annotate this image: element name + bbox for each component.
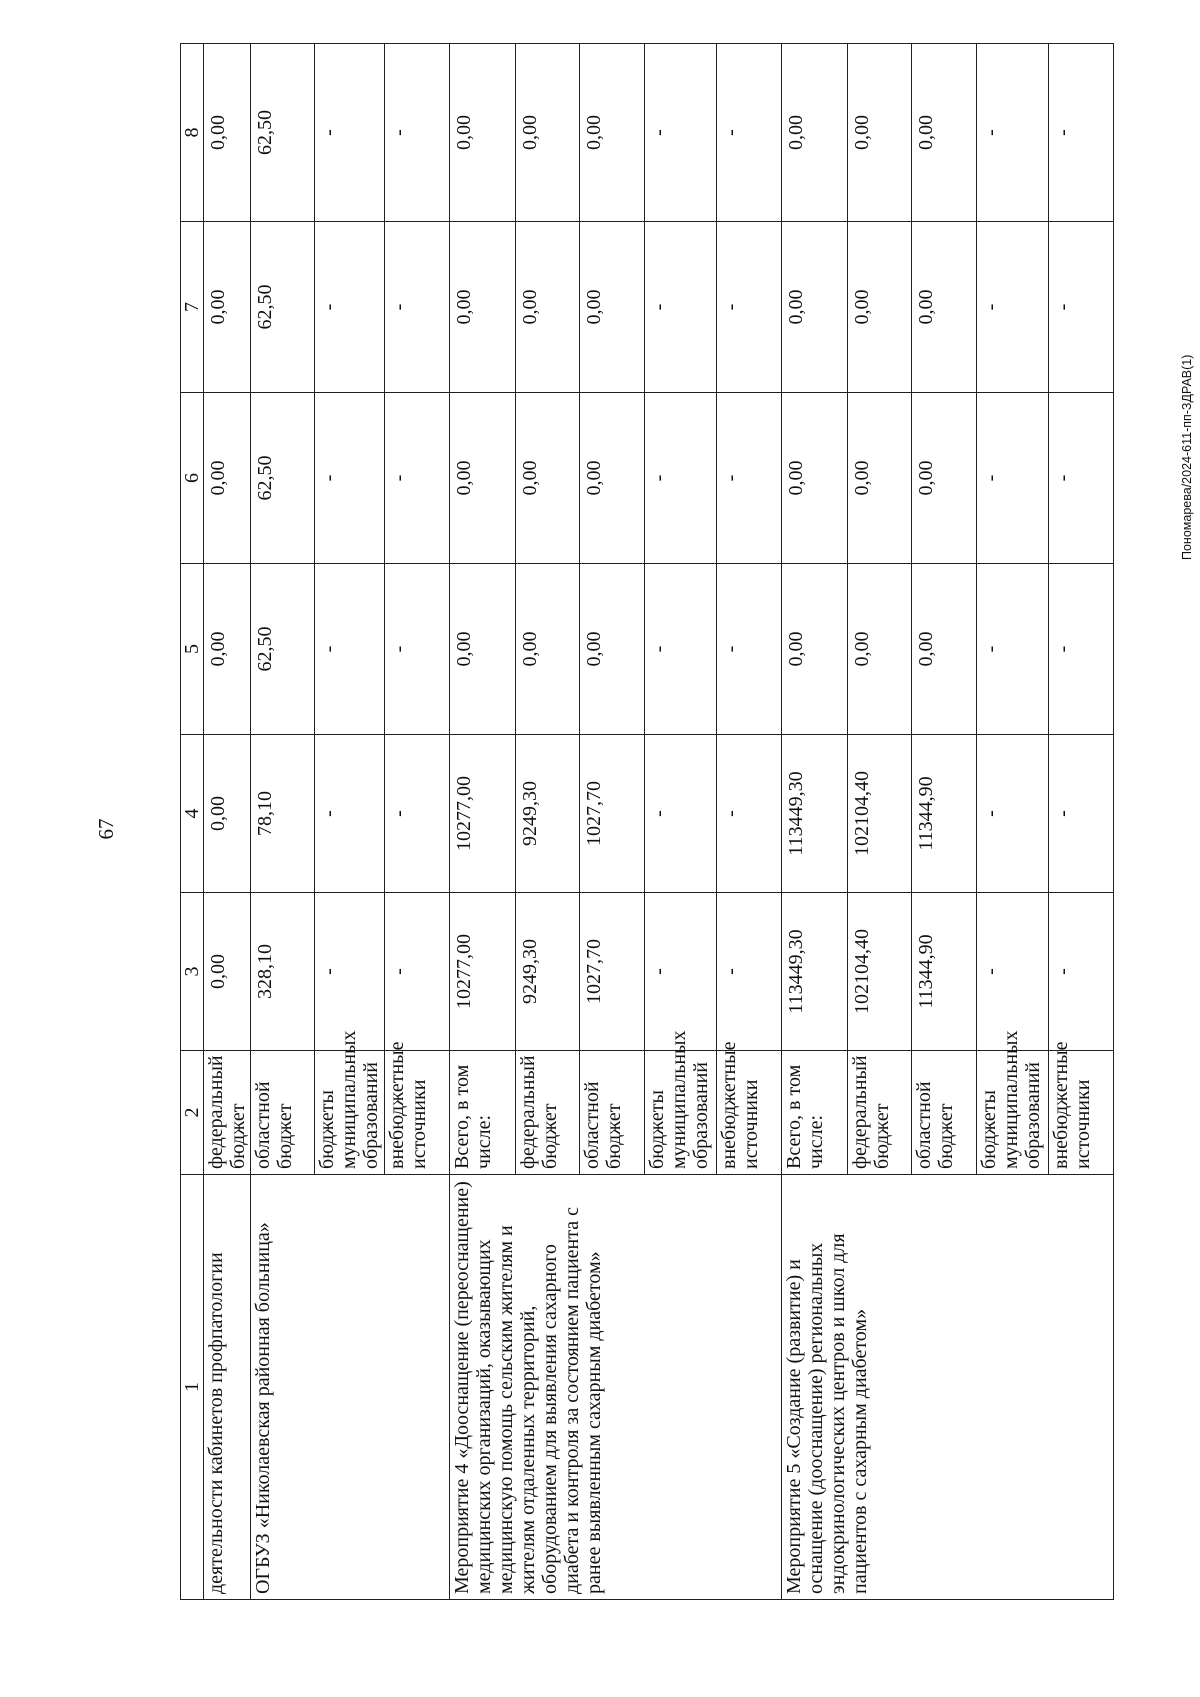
column-header: 8 [181,44,204,222]
amount-cell: 0,00 [848,44,912,222]
funding-source: областной бюджет [251,1051,315,1175]
amount-cell: 0,00 [782,222,848,393]
amount-cell: 0,00 [912,44,977,222]
amount-cell: - [315,222,385,393]
table-body [204,44,1114,1600]
amount-cell: 0,00 [580,564,645,735]
amount-cell: - [385,735,450,893]
amount-cell: 0,00 [516,44,580,222]
amount-cell: 1027,70 [580,735,645,893]
funding-source: Всего, в том числе: [450,1051,516,1175]
amount-cell: 0,00 [204,393,251,564]
funding-source: федеральный бюджет [516,1051,580,1175]
amount-cell: 102104,40 [848,735,912,893]
column-header: 1 [181,1175,204,1600]
amount-cell: 0,00 [516,222,580,393]
amount-cell: 0,00 [782,393,848,564]
amount-cell: - [717,564,782,735]
amount-cell: - [717,393,782,564]
amount-cell: - [717,222,782,393]
activity-description: деятельности кабинетов профпатологии [204,1175,251,1600]
document-footer: Пономарева/2024-611-пп-ЗДРАВ(1) [1180,354,1194,560]
column-header: 5 [181,564,204,735]
activity-description: Мероприятие 5 «Создание (развитие) и оснащение (дооснащение) региональных эндокринологических центров и школ для пациентов с сахарным диабетом» [782,1175,1114,1600]
amount-cell: 0,00 [204,735,251,893]
amount-cell: 0,00 [204,564,251,735]
amount-cell: - [385,222,450,393]
column-header: 4 [181,735,204,893]
amount-cell: - [385,893,450,1051]
amount-cell: - [315,893,385,1051]
amount-cell: 9249,30 [516,893,580,1051]
amount-cell: - [315,393,385,564]
amount-cell: - [385,564,450,735]
funding-source: внебюджетные источники [385,1051,450,1175]
amount-cell: - [977,44,1049,222]
amount-cell: 1027,70 [580,893,645,1051]
amount-cell: 0,00 [450,222,516,393]
amount-cell: - [645,735,717,893]
amount-cell: 0,00 [848,222,912,393]
amount-cell: - [645,393,717,564]
funding-source: бюджеты муниципальных образований [315,1051,385,1175]
funding-source: бюджеты муниципальных образований [645,1051,717,1175]
activity-description: ОГБУЗ «Николаевская районная больница» [251,1175,450,1600]
amount-cell: - [717,735,782,893]
amount-cell: 0,00 [782,44,848,222]
amount-cell: - [645,44,717,222]
amount-cell: 0,00 [848,564,912,735]
column-header: 7 [181,222,204,393]
table-row [450,44,516,1600]
amount-cell: 0,00 [580,44,645,222]
funding-source: федеральный бюджет [848,1051,912,1175]
amount-cell: - [717,893,782,1051]
amount-cell: 0,00 [204,893,251,1051]
amount-cell: 10277,00 [450,735,516,893]
amount-cell: 62,50 [251,222,315,393]
amount-cell: 78,10 [251,735,315,893]
funding-source: внебюджетные источники [1049,1051,1114,1175]
amount-cell: 0,00 [912,222,977,393]
amount-cell: 0,00 [204,222,251,393]
amount-cell: 113449,30 [782,735,848,893]
amount-cell: - [645,564,717,735]
funding-source: областной бюджет [912,1051,977,1175]
amount-cell: 10277,00 [450,893,516,1051]
amount-cell: - [1049,393,1114,564]
amount-cell: - [1049,222,1114,393]
funding-source: федеральный бюджет [204,1051,251,1175]
amount-cell: 0,00 [912,564,977,735]
amount-cell: - [977,564,1049,735]
funding-source: внебюджетные источники [717,1051,782,1175]
amount-cell: 0,00 [204,44,251,222]
amount-cell: 62,50 [251,393,315,564]
amount-cell: 0,00 [782,564,848,735]
amount-cell: 9249,30 [516,735,580,893]
activity-description: Мероприятие 4 «Дооснащение (переоснащение) медицинских организаций, оказывающих медицинскую помощь сельским жителям и жителям отдаленных территорий, оборудованием для выявления сахарного диабета и контроля за состоянием пациента с ранее выявленным сахарным диабетом» [450,1175,782,1600]
amount-cell: 0,00 [580,393,645,564]
amount-cell: - [1049,564,1114,735]
amount-cell: - [1049,44,1114,222]
amount-cell: 113449,30 [782,893,848,1051]
amount-cell: - [645,893,717,1051]
funding-source: Всего, в том числе: [782,1051,848,1175]
funding-source: областной бюджет [580,1051,645,1175]
amount-cell: 0,00 [848,393,912,564]
financing-table-wrapper [180,44,1094,1600]
amount-cell: 11344,90 [912,893,977,1051]
amount-cell: - [315,564,385,735]
amount-cell: 0,00 [912,393,977,564]
amount-cell: 102104,40 [848,893,912,1051]
amount-cell: 11344,90 [912,735,977,893]
financing-table [180,43,1114,1600]
funding-source: бюджеты муниципальных образований [977,1051,1049,1175]
amount-cell: - [385,44,450,222]
column-header: 2 [181,1051,204,1175]
amount-cell: - [977,893,1049,1051]
table-row [204,44,251,1600]
amount-cell: 0,00 [516,564,580,735]
amount-cell: - [977,735,1049,893]
table-row [782,44,848,1600]
amount-cell: 328,10 [251,893,315,1051]
amount-cell: - [315,44,385,222]
amount-cell: 0,00 [580,222,645,393]
amount-cell: - [1049,735,1114,893]
amount-cell: - [977,222,1049,393]
amount-cell: - [315,735,385,893]
amount-cell: 0,00 [516,393,580,564]
amount-cell: - [385,393,450,564]
header-row [181,44,204,1600]
amount-cell: - [717,44,782,222]
amount-cell: - [645,222,717,393]
amount-cell: - [1049,893,1114,1051]
page-number: 67 [94,818,118,840]
amount-cell: 0,00 [450,393,516,564]
column-header: 3 [181,893,204,1051]
amount-cell: 62,50 [251,44,315,222]
table-row [251,44,315,1600]
amount-cell: - [977,393,1049,564]
amount-cell: 0,00 [450,564,516,735]
amount-cell: 0,00 [450,44,516,222]
amount-cell: 62,50 [251,564,315,735]
column-header: 6 [181,393,204,564]
